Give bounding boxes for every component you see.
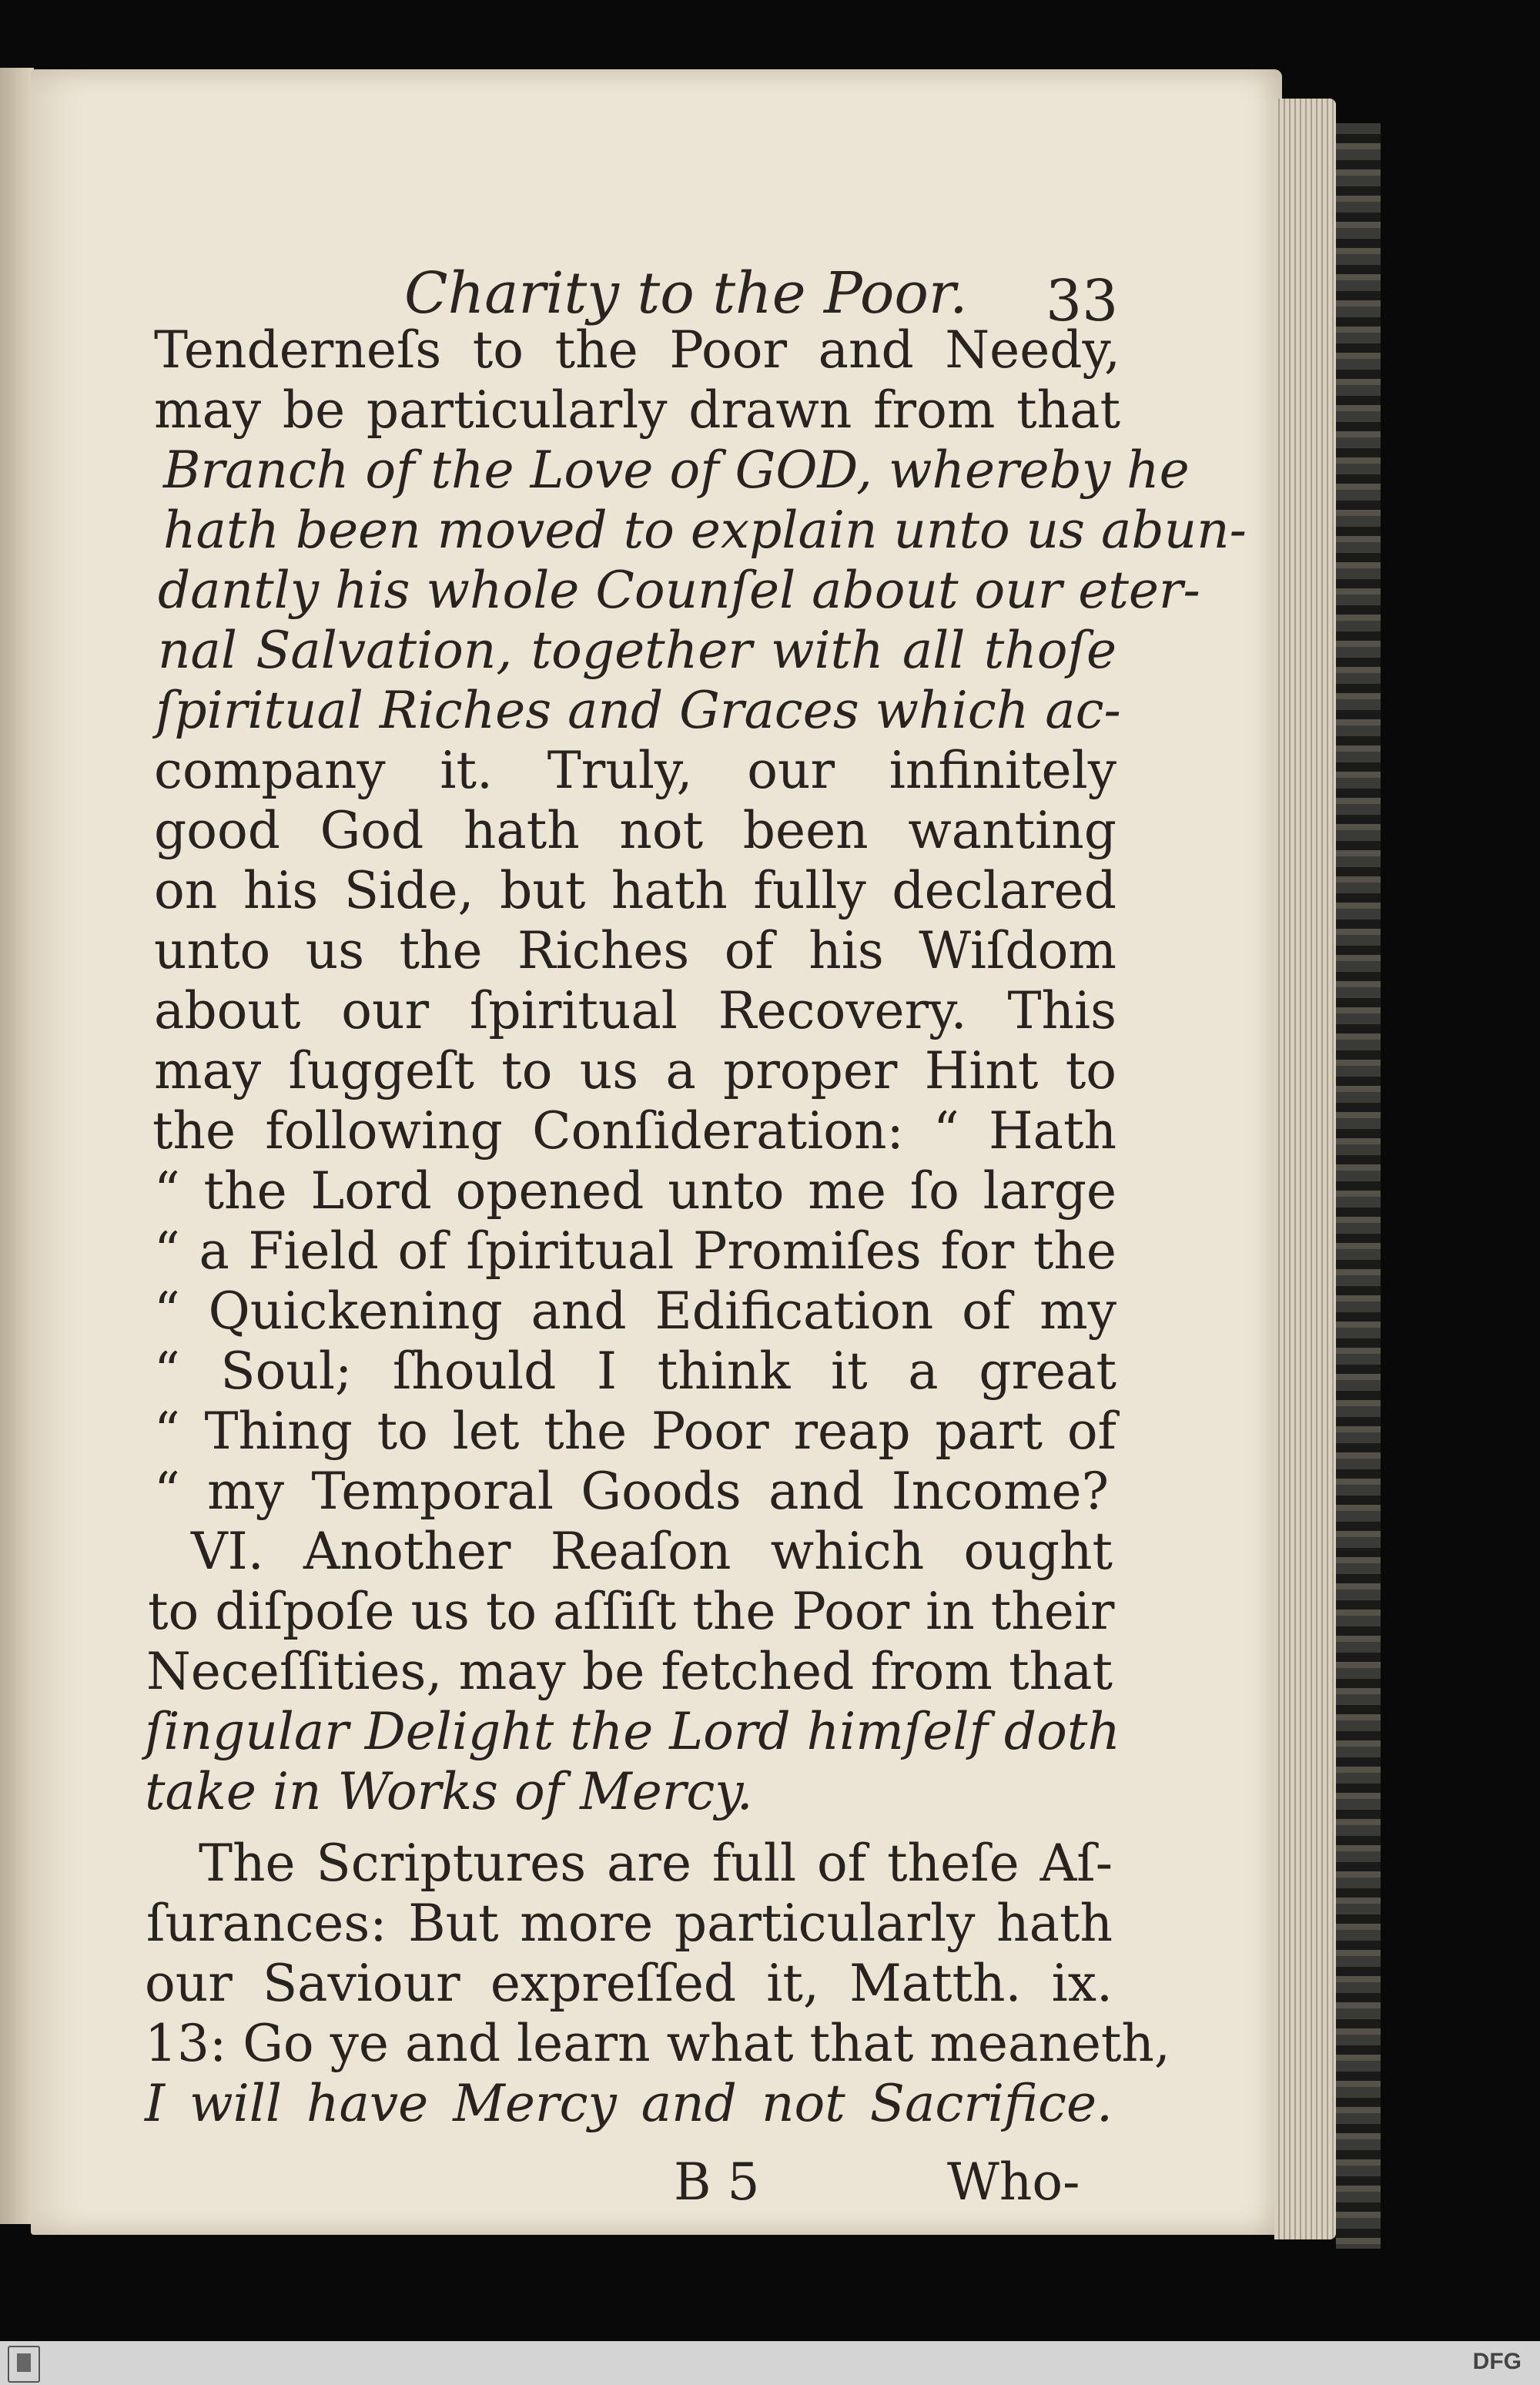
- text-line: may be particularly drawn from that: [154, 380, 1120, 440]
- text-line: “ Thing to let the Poor reap part of: [154, 1402, 1116, 1461]
- text-line: take in Works of Mercy.: [145, 1762, 753, 1821]
- text-line: company it. Truly, our infinitely: [154, 741, 1116, 800]
- text-line: “ a Field of ſpiritual Promiſes for the: [154, 1221, 1116, 1281]
- running-head: Charity to the Poor.: [404, 260, 968, 327]
- text-line: may ſuggeſt to us a proper Hint to: [154, 1041, 1116, 1100]
- text-line: our Saviour expreſſed it, Matth. ix.: [145, 1954, 1113, 2013]
- signature-mark: B 5: [674, 2152, 760, 2212]
- text-line: dantly his whole Counſel about our eter-: [158, 561, 1200, 620]
- text-line: VI. Another Reaſon which ought: [191, 1522, 1113, 1581]
- text-line: good God hath not been wanting: [154, 801, 1116, 860]
- text-line: Tenderneſs to the Poor and Needy,: [154, 320, 1120, 380]
- dfg-logo: DFG: [1472, 2349, 1522, 2374]
- text-line: “ the Lord opened unto me ſo large: [154, 1161, 1116, 1221]
- text-line: “ my Temporal Goods and Income?: [154, 1462, 1109, 1521]
- text-line: nal Salvation, together with all thoſe: [158, 621, 1116, 680]
- book-cover-edge: [1336, 123, 1381, 2249]
- book-page: [31, 69, 1282, 2235]
- page-edges: [1274, 99, 1336, 2239]
- left-page-edge: [0, 68, 34, 2224]
- text-line: 13: Go ye and learn what that meaneth,: [145, 2014, 1170, 2073]
- text-line: the following Conſideration: “ Hath: [152, 1101, 1116, 1161]
- catchword: Who-: [947, 2152, 1080, 2212]
- text-line: ſurances: But more particularly hath: [146, 1894, 1113, 1953]
- text-line: I will have Mercy and not Sacrifice.: [145, 2074, 1113, 2133]
- text-line: Branch of the Love of GOD, whereby he: [163, 440, 1190, 500]
- text-line: The Scriptures are full of theſe Aſ-: [199, 1834, 1113, 1893]
- text-line: Neceſſities, may be fetched from that: [146, 1642, 1113, 1701]
- text-line: unto us the Riches of his Wiſdom: [154, 921, 1116, 980]
- library-logo-icon: [8, 2346, 40, 2383]
- text-line: ſingular Delight the Lord himſelf doth: [145, 1702, 1120, 1761]
- text-line: on his Side, but hath fully declared: [154, 861, 1116, 920]
- page-number: 33: [1046, 268, 1119, 334]
- footer-bar: [0, 2341, 1540, 2385]
- text-line: ſpiritual Riches and Graces which ac-: [156, 681, 1121, 740]
- text-line: to diſpoſe us to aſſiſt the Poor in their: [148, 1582, 1115, 1641]
- text-line: about our ſpiritual Recovery. This: [154, 981, 1116, 1040]
- text-line: “ Quickening and Edification of my: [154, 1281, 1116, 1341]
- text-line: “ Soul; ſhould I think it a great: [154, 1342, 1116, 1401]
- text-line: hath been moved to explain unto us abun-: [163, 501, 1247, 560]
- page-footer: [31, 2152, 1282, 2222]
